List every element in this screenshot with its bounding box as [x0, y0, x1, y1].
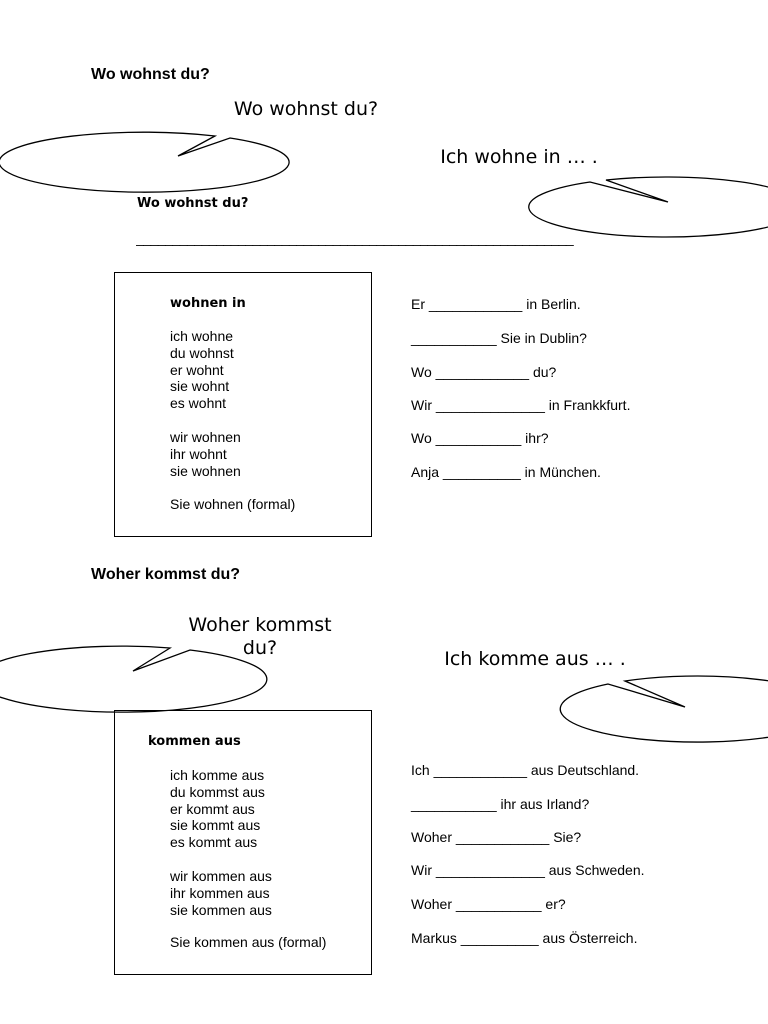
- conjugation-title: wohnen in: [170, 296, 246, 311]
- conjugation-form: ich komme aus: [170, 767, 265, 783]
- conjugation-form: es kommt aus: [170, 834, 258, 851]
- exercise-sentence[interactable]: ___________ Sie in Dublin?: [411, 330, 587, 346]
- exercise-sentence[interactable]: Markus __________ aus Österreich.: [411, 930, 638, 946]
- conjugation-form: ich wohne: [170, 328, 234, 344]
- bubble-question-text-1: Wo wohnst du?: [233, 98, 379, 120]
- exercise-sentence[interactable]: Woher ___________ er?: [411, 896, 566, 912]
- conjugation-formal: Sie kommen aus (formal): [170, 934, 327, 950]
- exercise-sentence[interactable]: Anja __________ in München.: [411, 464, 601, 480]
- exercise-sentence[interactable]: Wir ______________ in Frankkfurt.: [411, 397, 631, 413]
- conjugation-form: du wohnst: [170, 344, 234, 361]
- conjugation-form: sie wohnen: [170, 462, 241, 479]
- conjugation-form: du kommst aus: [170, 783, 265, 800]
- conjugation-form: wir kommen aus: [170, 868, 272, 884]
- exercise-sentence[interactable]: Wir ______________ aus Schweden.: [411, 862, 645, 878]
- conjugation-form: er kommt aus: [170, 800, 255, 817]
- section-heading-wo-wohnst: Wo wohnst du?: [91, 66, 210, 83]
- conjugation-form: es wohnt: [170, 395, 227, 412]
- speech-bubble-question-1: [0, 132, 289, 192]
- exercise-sentence[interactable]: Wo ____________ du?: [411, 364, 557, 380]
- exercise-sentence[interactable]: Er ____________ in Berlin.: [411, 296, 581, 312]
- conjugation-form: wir wohnen: [170, 429, 241, 445]
- exercise-sentence[interactable]: Woher ____________ Sie?: [411, 829, 582, 845]
- conjugation-title: kommen aus: [148, 734, 241, 749]
- exercise-sentence[interactable]: Wo ___________ ihr?: [411, 430, 549, 446]
- question-wo-wohnst: Wo wohnst du?: [137, 196, 249, 211]
- section-heading-woher-kommst: Woher kommst du?: [91, 566, 241, 583]
- exercise-sentence[interactable]: Ich ____________ aus Deutschland.: [411, 762, 640, 778]
- speech-bubble-answer-1: [529, 177, 768, 237]
- conjugation-singular: [170, 328, 234, 412]
- conjugation-form: sie wohnt: [170, 378, 230, 395]
- conjugation-plural: [170, 868, 272, 918]
- bubble-answer-text-1: Ich wohne in … .: [440, 146, 598, 168]
- exercise-sentence[interactable]: ___________ ihr aus Irland?: [411, 796, 590, 812]
- conjugation-formal: Sie wohnen (formal): [170, 496, 296, 512]
- conjugation-form: sie kommt aus: [170, 817, 261, 834]
- conjugation-form: er wohnt: [170, 361, 224, 378]
- conjugation-form: ihr kommen aus: [170, 884, 270, 901]
- conjugation-box-wohnen: [114, 272, 372, 537]
- conjugation-plural: [170, 429, 241, 479]
- conjugation-form: sie kommen aus: [170, 901, 272, 918]
- bubble-answer-text-2: Ich komme aus … .: [444, 648, 626, 670]
- bubble-question-text-2: Woher kommst du?: [188, 614, 332, 659]
- conjugation-form: ihr wohnt: [170, 445, 227, 462]
- conjugation-singular: [170, 767, 265, 851]
- conjugation-box-kommen: [114, 710, 372, 975]
- answer-line[interactable]: ____________________________________________________________: [136, 230, 574, 246]
